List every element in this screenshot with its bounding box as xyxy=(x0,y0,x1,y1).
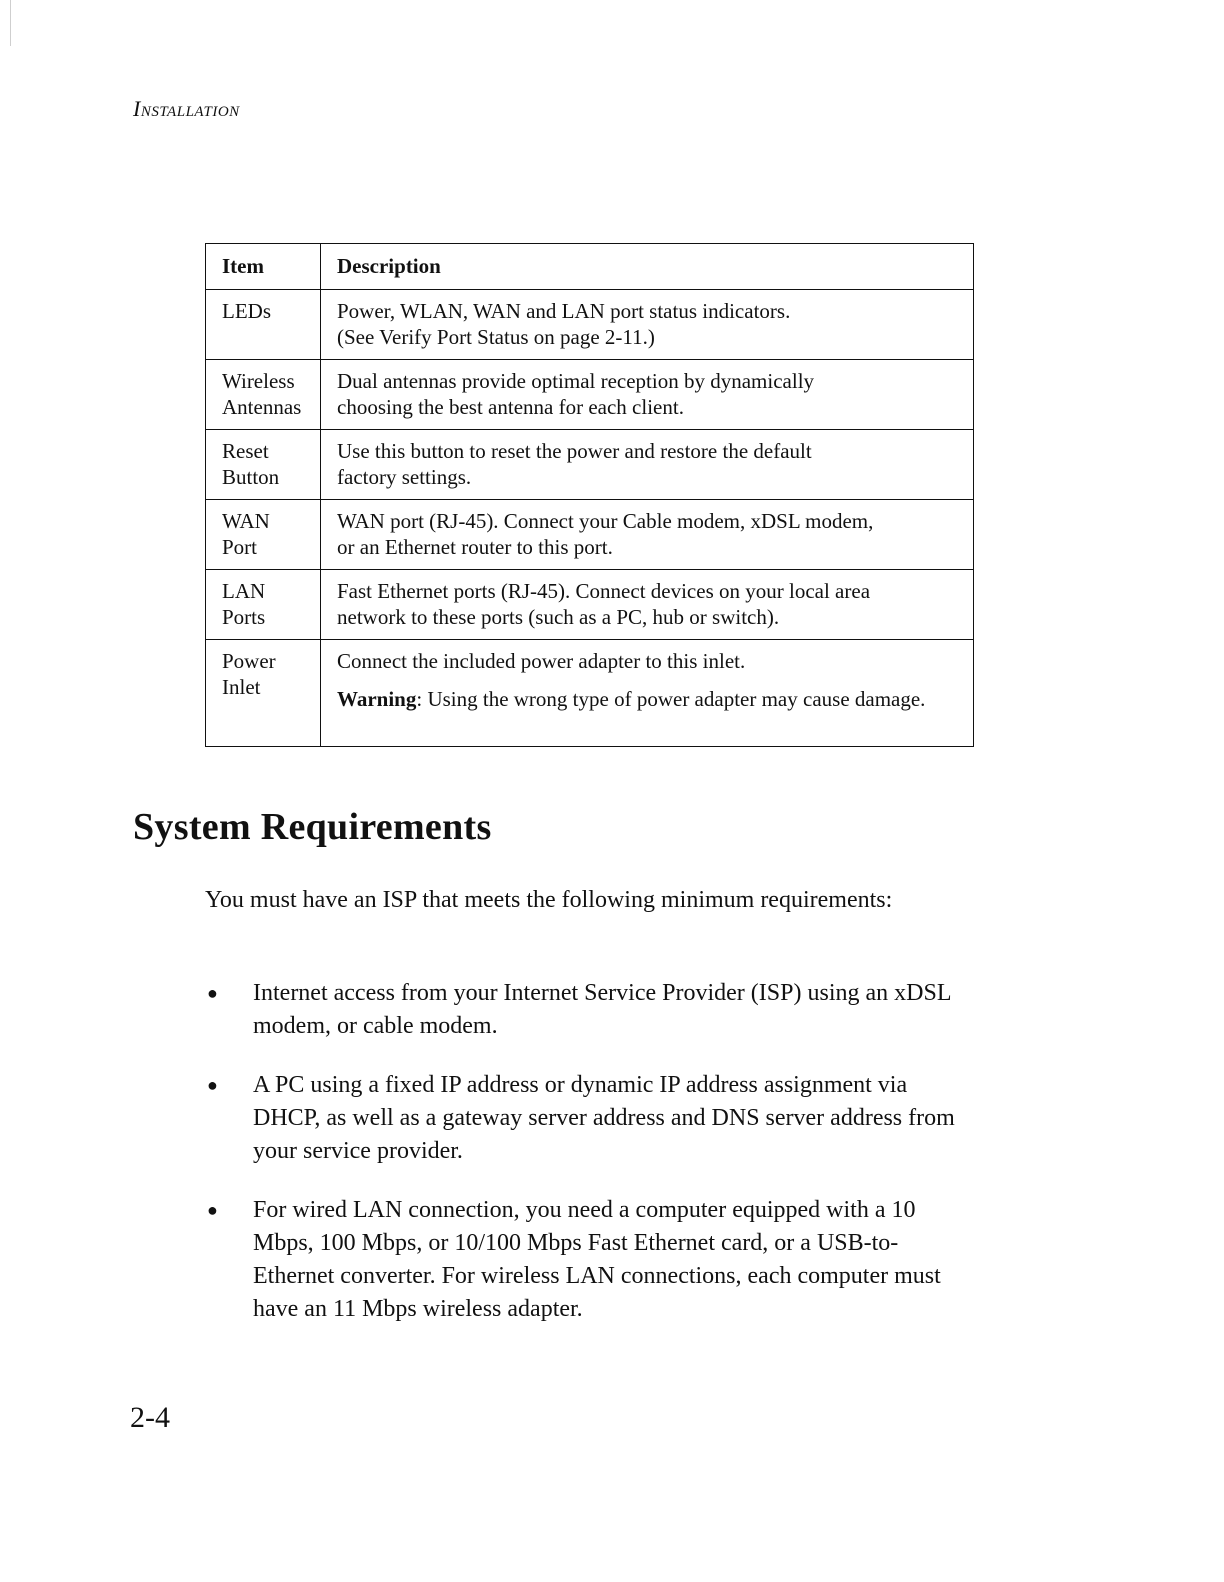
list-item-text: Internet access from your Internet Service Provider (ISP) using an xDSL modem, or cable modem. xyxy=(253,980,951,1039)
description-line: Fast Ethernet ports (RJ-45). Connect devices on your local area xyxy=(337,579,871,603)
item-cell: LEDs xyxy=(206,290,321,360)
table-row xyxy=(206,640,974,747)
bullet-icon: ● xyxy=(207,1075,218,1095)
list-item-text: For wired LAN connection, you need a computer equipped with a 10 Mbps, 100 Mbps, or 10/100 Mbps Fast Ethernet card, or a USB-to-Ethernet converter. For wireless LAN connections, each computer must have an 11 Mbps wireless adapter. xyxy=(253,1197,941,1322)
bullet-icon: ● xyxy=(207,1200,218,1220)
list-item-text: A PC using a fixed IP address or dynamic IP address assignment via DHCP, as well as a gateway server address and DNS server address from your service provider. xyxy=(253,1072,955,1164)
description-line: Use this button to reset the power and restore the default xyxy=(337,439,812,463)
description-line: factory settings. xyxy=(337,465,472,489)
description-line: WAN port (RJ-45). Connect your Cable modem, xDSL modem, xyxy=(337,509,874,533)
page-number: 2-4 xyxy=(130,1401,170,1434)
description-line: network to these ports (such as a PC, hub or switch). xyxy=(337,605,780,629)
table-row xyxy=(206,500,974,570)
item-cell: Reset Button xyxy=(206,430,321,500)
description-line: choosing the best antenna for each client. xyxy=(337,395,684,419)
bullet-icon: ● xyxy=(207,983,218,1003)
requirements-list xyxy=(205,977,975,1352)
item-cell: LAN Ports xyxy=(206,570,321,640)
description-line: Power, WLAN, WAN and LAN port status indicators. xyxy=(337,299,791,323)
column-header-item: Item xyxy=(206,244,321,290)
table-row xyxy=(206,570,974,640)
warning-label: Warning xyxy=(337,687,417,711)
description-cell xyxy=(321,360,974,430)
description-cell xyxy=(321,500,974,570)
list-item xyxy=(205,1069,975,1168)
running-header: Installation xyxy=(133,96,240,121)
list-item xyxy=(205,977,975,1043)
table-row xyxy=(206,290,974,360)
items-table xyxy=(205,243,974,747)
item-cell: Wireless Antennas xyxy=(206,360,321,430)
table-header-row xyxy=(206,244,974,290)
item-cell: WAN Port xyxy=(206,500,321,570)
description-cell xyxy=(321,640,974,747)
list-item xyxy=(205,1194,975,1326)
intro-paragraph: You must have an ISP that meets the following minimum requirements: xyxy=(205,887,893,913)
scan-edge-line xyxy=(10,0,11,46)
description-line: or an Ethernet router to this port. xyxy=(337,535,613,559)
description-cell xyxy=(321,430,974,500)
item-cell: Power Inlet xyxy=(206,640,321,747)
description-line: Connect the included power adapter to this inlet. xyxy=(337,649,746,673)
warning-text: : Using the wrong type of power adapter may cause damage. xyxy=(416,687,926,711)
description-cell xyxy=(321,570,974,640)
column-header-description: Description xyxy=(321,244,974,290)
description-line: (See Verify Port Status on page 2-11.) xyxy=(337,325,655,349)
section-title: System Requirements xyxy=(133,806,492,848)
description-line: Dual antennas provide optimal reception by dynamically xyxy=(337,369,815,393)
description-cell xyxy=(321,290,974,360)
warning-note xyxy=(337,686,957,712)
table-row xyxy=(206,360,974,430)
table-row xyxy=(206,430,974,500)
